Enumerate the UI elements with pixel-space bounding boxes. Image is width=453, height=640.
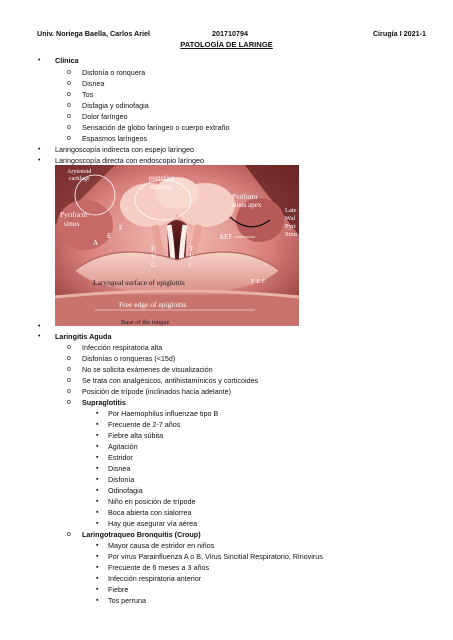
bullet-l3: ▪: [96, 465, 99, 472]
bullet-l2: o: [67, 531, 71, 538]
bullet-l3: ▪: [96, 597, 99, 604]
figure-label-e: E: [107, 232, 112, 240]
list-item: Frecuente de 6 meses a 3 años: [108, 563, 210, 572]
bullet-l3: ▪: [96, 443, 99, 450]
subsection-heading-supraglotitis: Supraglotitis: [82, 398, 126, 407]
list-item: Fiebre: [108, 585, 129, 594]
figure-label-pyriform-left-2: sinus: [64, 219, 80, 228]
bullet-l3: ▪: [96, 454, 99, 461]
bullet-l3: ▪: [96, 542, 99, 549]
figure-label-free-edge: Free edge of epiglottis: [119, 300, 187, 309]
figure-label-pyriform-apex-1: Pyriform: [232, 193, 258, 201]
figure-label-tvc-1: T: [189, 245, 194, 253]
bullet-l2: o: [67, 366, 71, 373]
list-item: Sensación de globo faríngeo o cuerpo extraño: [82, 123, 230, 132]
list-item: Disfagia y odinofagia: [82, 101, 149, 110]
list-item: Fiebre alta súbita: [108, 431, 164, 440]
list-item: Infección respiratoria alta: [82, 343, 163, 352]
list-item: Niño en posición de trípode: [108, 497, 196, 506]
bullet-l3: ▪: [96, 498, 99, 505]
page-title: PATOLOGÍA DE LARINGE: [180, 40, 273, 49]
list-item: Hay que asegurar vía aérea: [108, 519, 198, 528]
bullet-l2: o: [67, 377, 71, 384]
figure-label-posterior: posterior: [149, 174, 174, 182]
list-item: Disfonía o ronquera: [82, 68, 146, 77]
list-item: Boca abierta con sialorrea: [108, 508, 192, 517]
figure-label-fef: F E F: [251, 278, 266, 285]
subsection-heading-croup: Laringotraqueo Bronquitis (Croup): [82, 530, 201, 539]
figure-label-fvc-3: C: [151, 261, 156, 269]
figure-label-pyriform-left-1: Pyriform: [60, 210, 88, 219]
bullet-l1: •: [38, 157, 41, 164]
figure-label-lateral-2: Wal: [285, 215, 296, 222]
larynx-endoscopy-image: [55, 165, 299, 326]
bullet-l2: o: [67, 124, 71, 131]
figure-label-tvc-3: C: [189, 261, 194, 269]
list-item: Por virus Parainfluenza A o B, Virus Sincitial Respiratorio, Rinovirus: [108, 552, 323, 561]
bullet-l2: o: [67, 91, 71, 98]
bullet-l2: o: [67, 399, 71, 406]
bullet-l3: ▪: [96, 410, 99, 417]
header-id: 201710794: [212, 29, 248, 38]
list-item: Laringoscopía indirecta con espejo laríngeo: [55, 145, 195, 154]
bullet-l2: o: [67, 355, 71, 362]
bullet-l2: o: [67, 69, 71, 76]
bullet-l3: ▪: [96, 509, 99, 516]
list-item: Disnea: [108, 464, 131, 473]
bullet-l3: ▪: [96, 487, 99, 494]
figure-label-lateral-4: Sinu: [285, 231, 297, 238]
list-item: Se trata con analgésicos, antihistamínicos y corticoides: [82, 376, 259, 385]
figure-label-pyriform-apex-2: sinus apex: [232, 201, 262, 209]
list-item: Mayor causa de estridor en niños: [108, 541, 215, 550]
figure-label-lateral-3: Pyri: [285, 223, 296, 230]
bullet-l3: ▪: [96, 575, 99, 582]
bullet-l3: ▪: [96, 564, 99, 571]
list-item: Frecuente de 2-7 años: [108, 420, 181, 429]
figure-label-lateral-1: Late: [285, 207, 297, 214]
bullet-l2: o: [67, 388, 71, 395]
bullet-l3: ▪: [96, 520, 99, 527]
bullet-l2: o: [67, 344, 71, 351]
list-item: Laringoscopía directa con endoscopio laríngeo: [55, 156, 205, 165]
list-item: No se solicita exámenes de visualización: [82, 365, 213, 374]
bullet-l2: o: [67, 102, 71, 109]
list-item: Espasmos laríngeos: [82, 134, 148, 143]
list-item: Por Haemophilus influenzae tipo B: [108, 409, 219, 418]
bullet-l3: ▪: [96, 476, 99, 483]
bullet-l1: •: [38, 333, 41, 340]
bullet-l2: o: [67, 113, 71, 120]
list-item: Tos perruna: [108, 596, 146, 605]
list-item: Agitación: [108, 442, 138, 451]
bullet-l1: •: [38, 146, 41, 153]
bullet-l2: o: [67, 80, 71, 87]
list-item: Disnea: [82, 79, 105, 88]
bullet-l1: •: [38, 57, 41, 64]
figure-label-a: A: [93, 239, 99, 247]
figure-label-mucosa: mucosa: [151, 183, 173, 191]
figure-label-cartilage: cartilage: [69, 176, 90, 182]
figure-label-fvc-2: V: [151, 253, 157, 261]
bullet-l3: ▪: [96, 586, 99, 593]
list-item: Tos: [82, 90, 94, 99]
section-heading-laringitis: Laringitis Aguda: [55, 332, 112, 341]
bullet-l3: ▪: [96, 421, 99, 428]
list-item: Disfonía: [108, 475, 135, 484]
figure-label-base-tongue: Base of the tongue: [121, 319, 170, 326]
list-item: Estridor: [108, 453, 133, 462]
list-item: Disfonías o ronqueras (<15d): [82, 354, 176, 363]
header-course: Cirugía I 2021-1: [372, 29, 426, 38]
section-heading-clinica: Clínica: [55, 56, 79, 65]
list-item: Dolor faríngeo: [82, 112, 128, 121]
list-item: Odinofagia: [108, 486, 143, 495]
bullet-l1: •: [38, 323, 41, 330]
bullet-l3: ▪: [96, 432, 99, 439]
list-item: Posición de trípode (inclinados hacia adelante): [82, 387, 232, 396]
bullet-l3: ▪: [96, 553, 99, 560]
list-item: Infección respiratoria anterior: [108, 574, 202, 583]
figure-label-f: F: [119, 224, 123, 232]
header-author: Univ. Noriega Baella, Carlos Ariel: [37, 29, 151, 38]
figure-label-arytenoid: Arytenoid: [67, 169, 92, 175]
figure-label-tvc-2: V: [189, 253, 195, 261]
figure-label-laryngeal-surface: Laryngeal surface of epiglottis: [93, 278, 185, 287]
figure-label-fvc-1: F: [151, 245, 155, 253]
figure-label-aef: AEF: [219, 233, 233, 241]
bullet-l2: o: [67, 135, 71, 142]
